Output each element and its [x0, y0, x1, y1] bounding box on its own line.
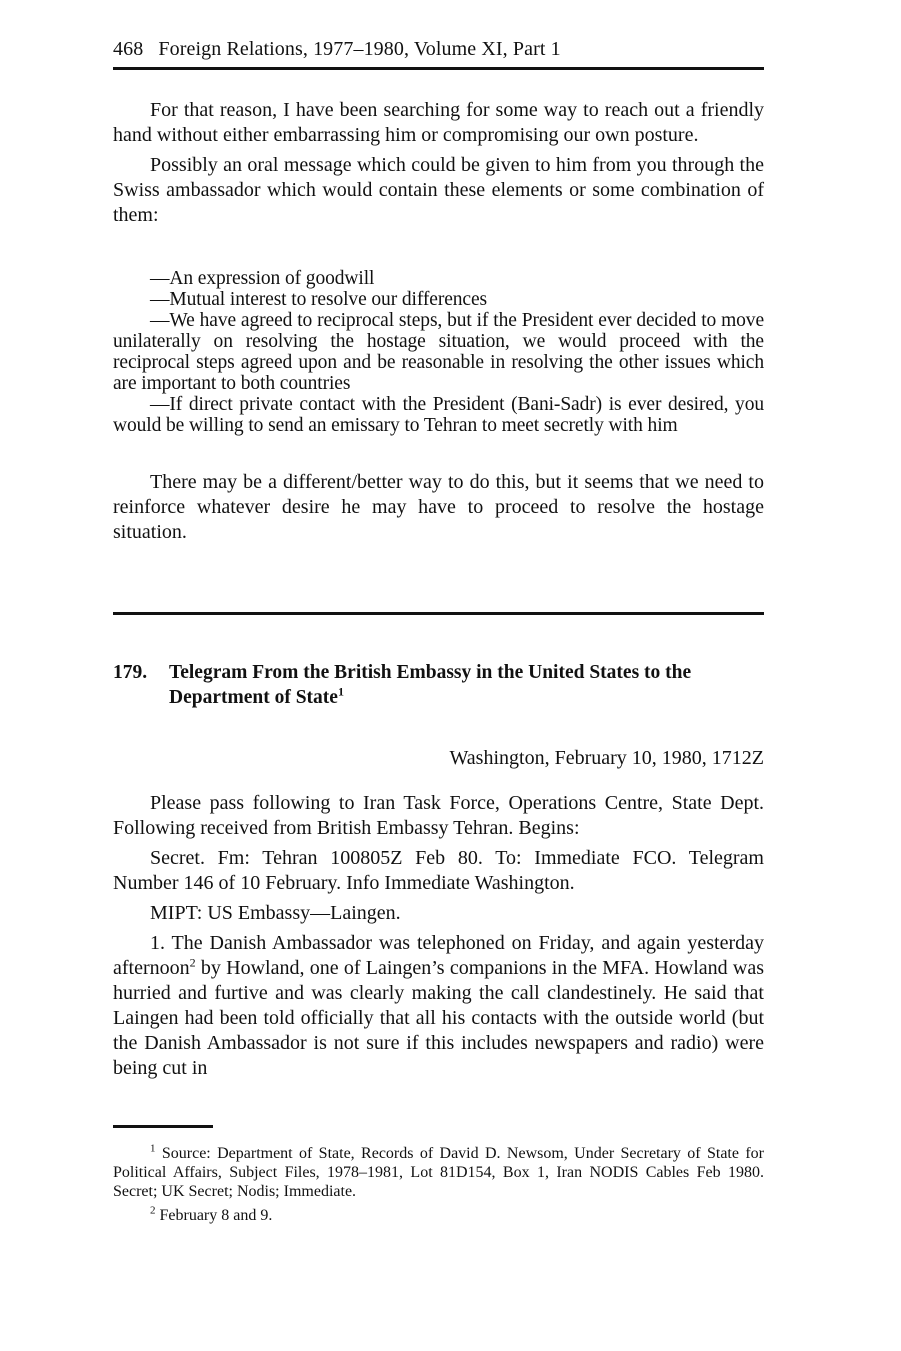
paragraph: Please pass following to Iran Task Force, Operations Centre, State Dept. Following received from British Embassy Tehran. Begins: [113, 792, 764, 839]
document-title: Telegram From the British Embassy in the United States to the Department of State$^1$ [169, 662, 692, 708]
footnote-marker[interactable]: 2 [189, 955, 196, 970]
footnotes [113, 1144, 764, 1230]
footnote-divider [113, 1125, 213, 1128]
paragraph: 1. The Danish Ambassador was telephoned on Friday, and again yesterday afternoon$^2$ by Howland, one of Laingen’s companions in the MFA. Howland was hurried and furtive and was clearly making the call clandestinely. He said that Laingen had been told officially that all his contacts with the outside world (but the Danish Ambassador is not sure if this includes newspapers and radio) were being cut in [113, 932, 764, 1079]
document-page [113, 0, 764, 1351]
paragraph: For that reason, I have been searching for some way to reach out a friendly hand without either embarrassing him or compromising our own posture. [113, 99, 764, 146]
list-item: —An expression of goodwill [150, 268, 375, 289]
page-number: 468 [113, 38, 144, 60]
paragraph: Possibly an oral message which could be given to him from you through the Swiss ambassador which would contain these elements or some combination of them: [113, 154, 764, 226]
running-header [113, 36, 764, 70]
list-item: —We have agreed to reciprocal steps, but if the President ever decided to move unilaterally on resolving the hostage situation, we would proceed with the reciprocal steps agreed upon and be reasonable in resolving the other issues which are important to both countries [113, 310, 764, 394]
continuation-text [113, 98, 764, 233]
section-divider [113, 612, 764, 615]
list-item: —If direct private contact with the President (Bani-Sadr) is ever desired, you would be willing to send an emissary to Tehran to meet secretly with him [113, 394, 764, 436]
footnote: $^1$ Source: Department of State, Records of David D. Newsom, Under Secretary of State for Political Affairs, Subject Files, 1978–1981, Lot 81D154, Box 1, Iran NODIS Cables Feb 1980. Secret; UK Secret; Nodis; Immediate. [113, 1142, 764, 1200]
footnote-marker[interactable]: 1 [337, 684, 344, 699]
paragraph: MIPT: US Embassy—Laingen. [150, 902, 401, 924]
message-elements-list [113, 268, 764, 436]
document-heading [113, 660, 764, 710]
running-title: Foreign Relations, 1977–1980, Volume XI, Part 1 [158, 38, 561, 60]
telegram-text [113, 791, 764, 1086]
footnote: $^2$ February 8 and 9. [150, 1204, 273, 1224]
document-number: 179. [113, 662, 148, 683]
list-item: —Mutual interest to resolve our differences [150, 289, 488, 310]
paragraph: There may be a different/better way to do this, but it seems that we need to reinforce whatever desire he may have to proceed to resolve the hostage situation. [113, 471, 764, 543]
dateline: Washington, February 10, 1980, 1712Z [449, 747, 764, 769]
paragraph: Secret. Fm: Tehran 100805Z Feb 80. To: Immediate FCO. Telegram Number 146 of 10 February. Info Immediate Washington. [113, 847, 764, 894]
closing-text [113, 470, 764, 550]
